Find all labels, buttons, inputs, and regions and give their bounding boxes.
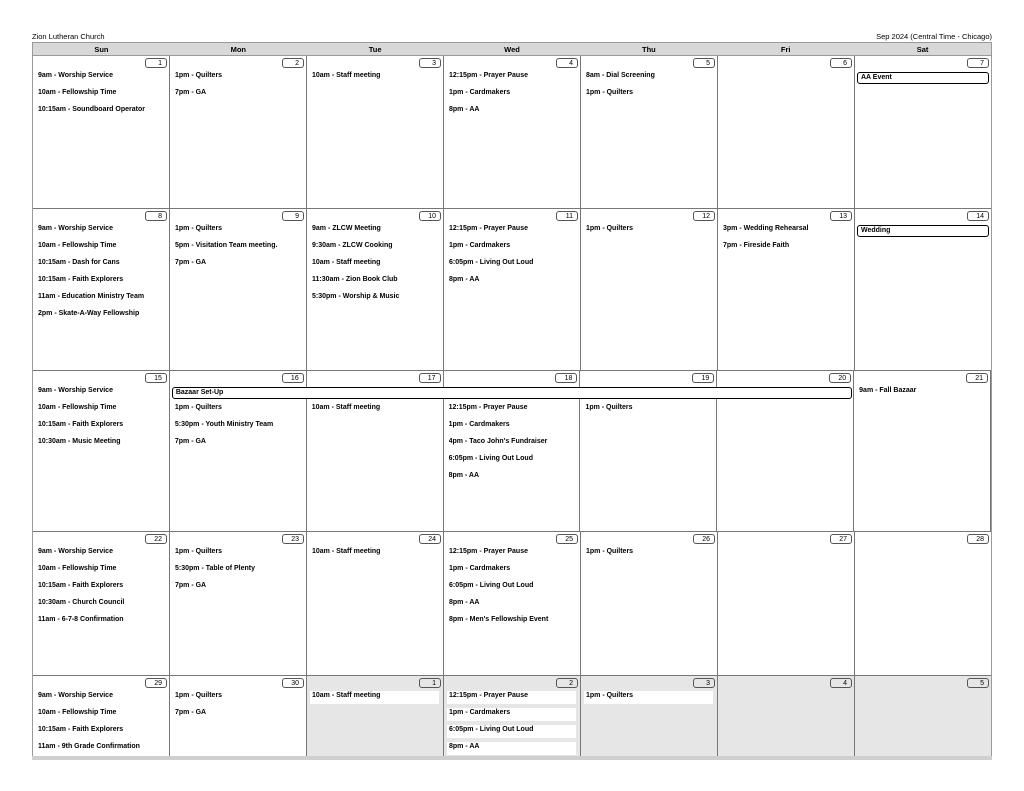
event-list: [175, 224, 302, 275]
day-number[interactable]: 6: [830, 58, 852, 68]
event-item[interactable]: 10am - Fellowship Time: [38, 242, 117, 249]
event-item[interactable]: 10:15am - Faith Explorers: [38, 421, 124, 428]
event-list: [312, 691, 439, 708]
event-item[interactable]: 10:15am - Faith Explorers: [38, 582, 124, 589]
event-item[interactable]: 10am - Fellowship Time: [38, 709, 117, 716]
event-item[interactable]: 11:30am - Zion Book Club: [312, 276, 398, 283]
event-item[interactable]: 1pm - Quilters: [586, 89, 634, 96]
day-cell[interactable]: [444, 532, 581, 675]
event-item[interactable]: 12:15pm - Prayer Pause: [449, 548, 528, 555]
event-item[interactable]: 7pm - GA: [174, 438, 206, 445]
day-number[interactable]: 3: [419, 58, 441, 68]
event-item[interactable]: 6:05pm - Living Out Loud: [447, 725, 576, 738]
week-row: [33, 676, 991, 758]
event-item[interactable]: 10am - Fellowship Time: [38, 565, 117, 572]
event-item[interactable]: 10am - Staff meeting: [312, 259, 381, 266]
footer-bar: [32, 756, 992, 760]
event-list: [175, 71, 302, 105]
event-item[interactable]: 10:15am - Soundboard Operator: [38, 106, 145, 113]
day-number[interactable]: 16: [282, 373, 304, 383]
day-number[interactable]: 14: [967, 211, 989, 221]
event-item[interactable]: 1pm - Quilters: [585, 404, 633, 411]
event-item[interactable]: 7pm - GA: [175, 709, 207, 716]
event-item[interactable]: 9am - Worship Service: [38, 387, 113, 394]
event-item[interactable]: 4pm - Taco John's Fundraiser: [448, 438, 548, 445]
event-item[interactable]: 6:05pm - Living Out Loud: [449, 582, 534, 589]
day-number[interactable]: 30: [282, 678, 304, 688]
event-item[interactable]: 9am - Worship Service: [38, 225, 113, 232]
day-number[interactable]: 3: [693, 678, 715, 688]
dow-sun: Sun: [94, 45, 109, 54]
event-item[interactable]: 10am - Staff meeting: [312, 72, 381, 79]
day-number[interactable]: 1: [419, 678, 441, 688]
event-list: [449, 224, 576, 292]
day-cell[interactable]: [718, 56, 855, 208]
week-row: [33, 56, 991, 209]
day-cell[interactable]: [33, 209, 170, 370]
dow-fri: Fri: [780, 45, 791, 54]
event-item[interactable]: 3pm - Wedding Rehearsal: [723, 225, 809, 232]
day-cell[interactable]: [581, 532, 718, 675]
day-number[interactable]: 1: [145, 58, 167, 68]
event-item[interactable]: 10:30am - Music Meeting: [38, 438, 121, 445]
dow-mon: Mon: [230, 45, 246, 54]
day-number[interactable]: 5: [967, 678, 989, 688]
day-number[interactable]: 8: [145, 211, 167, 221]
event-item[interactable]: 1pm - Quilters: [175, 692, 223, 699]
event-item[interactable]: 1pm - Quilters: [175, 225, 223, 232]
event-list: [38, 547, 165, 632]
event-item[interactable]: 9am - ZLCW Meeting: [312, 225, 381, 232]
day-number[interactable]: 29: [145, 678, 167, 688]
day-cell[interactable]: [170, 532, 307, 675]
event-list: [38, 386, 165, 454]
event-item[interactable]: 12:15pm - Prayer Pause: [448, 404, 528, 411]
event-list: [38, 71, 165, 122]
organization-name: Zion Lutheran Church: [32, 32, 105, 41]
event-list: [586, 71, 713, 105]
multi-day-event[interactable]: Bazaar Set-Up: [172, 387, 852, 399]
day-cell[interactable]: [307, 209, 444, 370]
day-cell[interactable]: [170, 209, 307, 370]
day-number[interactable]: 23: [282, 534, 304, 544]
event-item[interactable]: 9am - Worship Service: [38, 72, 113, 79]
event-item[interactable]: 9am - Fall Bazaar: [859, 387, 917, 394]
event-item[interactable]: 1pm - Quilters: [586, 225, 634, 232]
event-item[interactable]: 10am - Staff meeting: [310, 691, 439, 704]
event-item[interactable]: 8pm - AA: [449, 276, 480, 283]
all-day-event[interactable]: Wedding: [857, 225, 989, 237]
day-number[interactable]: 11: [556, 211, 578, 221]
event-item[interactable]: 9am - Worship Service: [38, 692, 113, 699]
event-item[interactable]: 7pm - GA: [175, 582, 207, 589]
event-item[interactable]: 7pm - GA: [175, 89, 207, 96]
event-item[interactable]: 1pm - Quilters: [586, 548, 634, 555]
all-day-event[interactable]: AA Event: [857, 72, 989, 84]
day-cell[interactable]: [170, 676, 307, 758]
event-item[interactable]: 5:30pm - Table of Plenty: [175, 565, 255, 572]
day-number[interactable]: 12: [693, 211, 715, 221]
day-number[interactable]: 2: [282, 58, 304, 68]
day-number[interactable]: 20: [829, 373, 851, 383]
event-item[interactable]: 11am - Education Ministry Team: [38, 293, 145, 300]
week-row: [33, 209, 991, 371]
event-list: [175, 691, 302, 725]
day-number[interactable]: 5: [693, 58, 715, 68]
day-number[interactable]: 4: [556, 58, 578, 68]
day-number[interactable]: 22: [145, 534, 167, 544]
day-cell[interactable]: [855, 676, 991, 758]
day-number[interactable]: 25: [556, 534, 578, 544]
event-item[interactable]: 9am - Worship Service: [38, 548, 113, 555]
event-item[interactable]: 12:15pm - Prayer Pause: [449, 72, 528, 79]
event-list: [312, 71, 439, 88]
day-number[interactable]: 10: [419, 211, 441, 221]
event-item[interactable]: 1pm - Cardmakers: [447, 708, 576, 721]
day-cell[interactable]: [170, 56, 307, 208]
event-item[interactable]: 8pm - AA: [449, 599, 480, 606]
day-cell[interactable]: [718, 676, 855, 758]
event-list: [586, 224, 713, 241]
event-item[interactable]: 1pm - Quilters: [174, 404, 222, 411]
event-list: [175, 547, 302, 598]
event-item[interactable]: 1pm - Quilters: [584, 691, 713, 704]
event-item[interactable]: 5:30pm - Worship & Music: [312, 293, 400, 300]
event-item[interactable]: 10am - Fellowship Time: [38, 89, 117, 96]
dow-tue: Tue: [368, 45, 382, 54]
day-cell[interactable]: [444, 209, 581, 370]
event-item[interactable]: 1pm - Quilters: [175, 72, 223, 79]
day-cell[interactable]: [718, 532, 855, 675]
event-list: [723, 224, 850, 258]
event-item[interactable]: 1pm - Quilters: [175, 548, 223, 555]
event-item[interactable]: 1pm - Cardmakers: [448, 421, 510, 428]
day-cell[interactable]: [307, 532, 444, 675]
event-item[interactable]: 6:05pm - Living Out Loud: [449, 259, 534, 266]
event-item[interactable]: 12:15pm - Prayer Pause: [449, 225, 528, 232]
day-number[interactable]: 24: [419, 534, 441, 544]
event-item[interactable]: 10:15am - Faith Explorers: [38, 276, 124, 283]
day-cell[interactable]: [581, 56, 718, 208]
event-item[interactable]: 6:05pm - Living Out Loud: [448, 455, 533, 462]
calendar-period: Sep 2024 (Central Time - Chicago): [876, 32, 992, 41]
day-cell[interactable]: [718, 209, 855, 370]
day-cell[interactable]: [33, 676, 170, 758]
event-item[interactable]: 11am - 9th Grade Confirmation: [38, 743, 140, 750]
event-list: [586, 691, 713, 708]
event-item[interactable]: 5pm - Visitation Team meeting.: [175, 242, 278, 249]
event-item[interactable]: 1pm - Cardmakers: [449, 242, 511, 249]
dow-sat: Sat: [916, 45, 929, 54]
event-item[interactable]: 10am - Staff meeting: [311, 404, 381, 411]
day-number[interactable]: 4: [830, 678, 852, 688]
event-item[interactable]: 8pm - AA: [447, 742, 576, 755]
event-item[interactable]: 12:15pm - Prayer Pause: [447, 691, 576, 704]
day-cell[interactable]: [307, 676, 444, 758]
event-list: [449, 691, 576, 758]
event-item[interactable]: 2pm - Skate-A-Way Fellowship: [38, 310, 140, 317]
event-list: [38, 224, 165, 326]
day-cell[interactable]: [854, 371, 991, 531]
event-item[interactable]: 10am - Fellowship Time: [38, 404, 117, 411]
event-item[interactable]: 8pm - Men's Fellowship Event: [449, 616, 549, 623]
week-row: [33, 532, 991, 676]
week-row: [33, 371, 991, 532]
day-cell[interactable]: [855, 209, 991, 370]
event-item[interactable]: 1pm - Cardmakers: [449, 565, 511, 572]
day-cell[interactable]: [33, 532, 170, 675]
event-list: [38, 691, 165, 758]
day-number[interactable]: 7: [967, 58, 989, 68]
day-number[interactable]: 27: [830, 534, 852, 544]
day-cell[interactable]: [33, 56, 170, 208]
event-item[interactable]: 5:30pm - Youth Ministry Team: [174, 421, 274, 428]
event-item[interactable]: 8pm - AA: [449, 106, 480, 113]
day-of-week-header: [33, 43, 991, 56]
event-item[interactable]: 8pm - AA: [448, 472, 480, 479]
day-number[interactable]: 9: [282, 211, 304, 221]
month-calendar: [32, 42, 992, 759]
event-item[interactable]: 7pm - GA: [175, 259, 207, 266]
dow-thu: Thu: [641, 45, 656, 54]
event-list: [312, 547, 439, 564]
day-number[interactable]: 28: [967, 534, 989, 544]
day-cell[interactable]: [444, 676, 581, 758]
day-number[interactable]: 13: [830, 211, 852, 221]
day-cell[interactable]: [855, 532, 991, 675]
event-list: [859, 386, 986, 403]
day-cell[interactable]: [33, 371, 170, 531]
event-item[interactable]: 7pm - Fireside Faith: [723, 242, 790, 249]
day-number[interactable]: 26: [693, 534, 715, 544]
day-cell[interactable]: [581, 209, 718, 370]
day-cell[interactable]: [307, 56, 444, 208]
day-cell[interactable]: [444, 56, 581, 208]
day-cell[interactable]: [581, 676, 718, 758]
event-list: [449, 386, 576, 488]
event-item[interactable]: 10:15am - Dash for Cans: [38, 259, 120, 266]
day-number[interactable]: 15: [145, 373, 167, 383]
event-list: [586, 547, 713, 564]
day-number[interactable]: 19: [692, 373, 714, 383]
event-item[interactable]: 10:30am - Church Council: [38, 599, 125, 606]
dow-wed: Wed: [504, 45, 520, 54]
event-list: [449, 547, 576, 632]
event-item[interactable]: 8am - Dial Screening: [586, 72, 655, 79]
calendar-header: [32, 32, 992, 42]
day-number[interactable]: 21: [966, 373, 988, 383]
event-list: [312, 224, 439, 309]
day-number[interactable]: 17: [419, 373, 441, 383]
event-item[interactable]: 10:15am - Faith Explorers: [38, 726, 124, 733]
day-number[interactable]: 18: [555, 373, 577, 383]
event-item[interactable]: 10am - Staff meeting: [312, 548, 381, 555]
calendar-grid: [33, 56, 991, 758]
event-item[interactable]: 1pm - Cardmakers: [449, 89, 511, 96]
day-number[interactable]: 2: [556, 678, 578, 688]
day-cell[interactable]: [855, 56, 991, 208]
event-list: [449, 71, 576, 122]
event-item[interactable]: 11am - 6-7-8 Confirmation: [38, 616, 124, 623]
event-item[interactable]: 9:30am - ZLCW Cooking: [312, 242, 393, 249]
